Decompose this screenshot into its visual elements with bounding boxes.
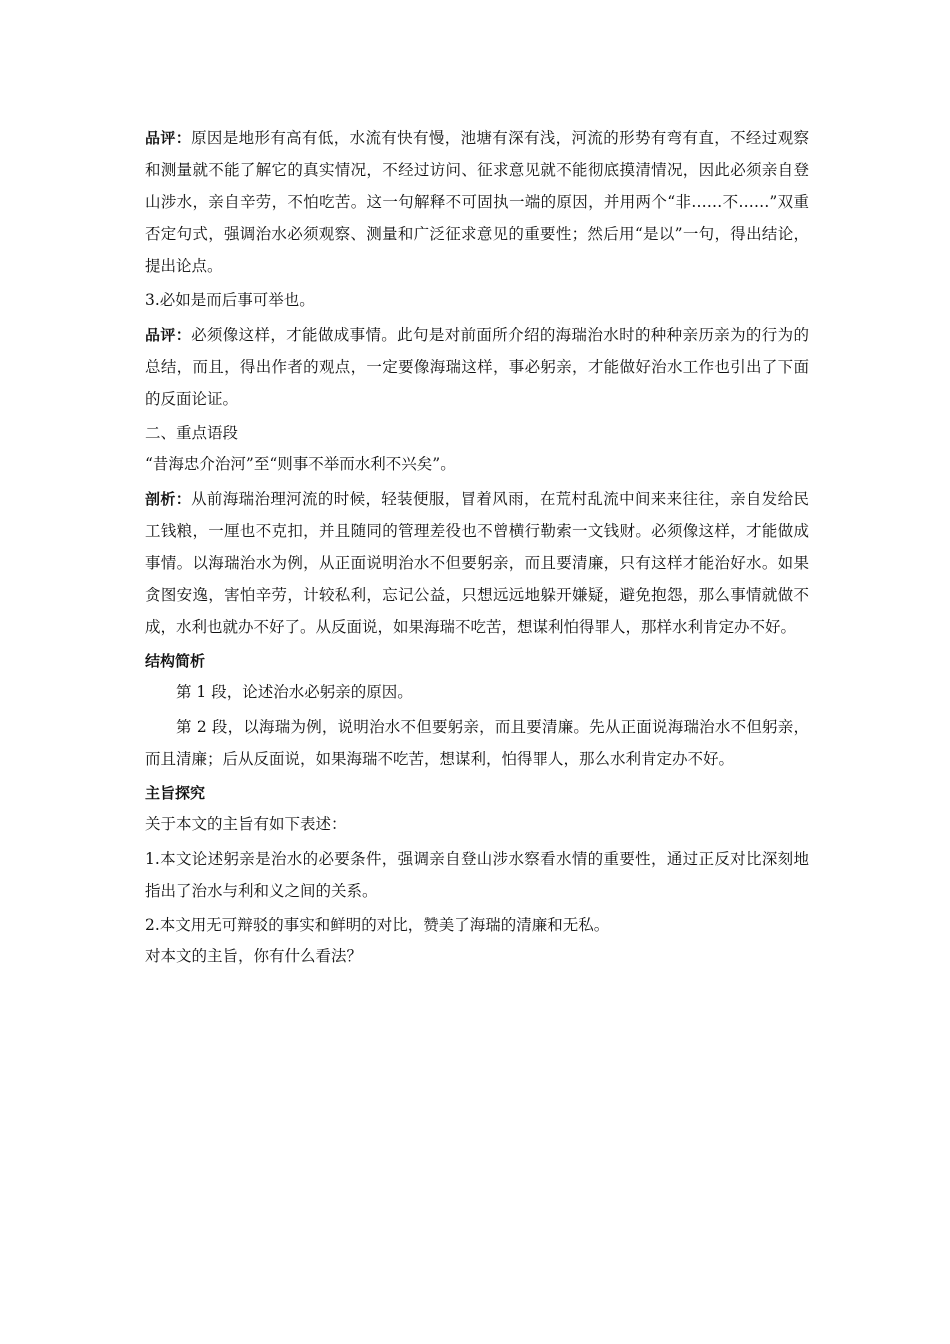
quote-range: “昔海忠介治河”至“则事不举而水利不兴矣”。 <box>145 455 456 473</box>
analysis-text: 从前海瑞治理河流的时候，轻装便服，冒着风雨，在荒村乱流中间来来往往，亲自发给民工钱粮，一厘也不克扣，并且随同的管理差役也不曾横行勒索一文钱财。必须像这样，才能做成事情。以海瑞治水为例，从正面说明治水不但要躬亲，而且要清廉，只有这样才能治好水。如果贪图安逸，害怕辛劳，计较私利，忘记公益，只想远远地躲开嫌疑，避免抱怨，那么事情就做不成，水利也就办不好了。从反面说，如果海瑞不吃苦，想谋利怕得罪人，那样水利肯定办不好。 <box>145 490 809 636</box>
analysis-paragraph <box>145 483 809 643</box>
structure-paragraph-1: 第 1 段，论述治水必躬亲的原因。 <box>176 683 413 701</box>
pinping-paragraph-1 <box>145 122 809 282</box>
theme-item-2: 2.本文用无可辩驳的事实和鲜明的对比，赞美了海瑞的清廉和无私。 <box>145 916 610 934</box>
structure-paragraph-2: 第 2 段，以海瑞为例，说明治水不但要躬亲，而且要清廉。先从正面说海瑞治水不但躬亲，而且清廉；后从反面说，如果海瑞不吃苦，想谋利，怕得罪人，那么水利肯定办不好。 <box>145 718 809 768</box>
theme-heading: 主旨探究 <box>145 784 206 802</box>
theme-intro: 关于本文的主旨有如下表述： <box>145 815 347 833</box>
pinping-text: 原因是地形有高有低，水流有快有慢，池塘有深有浅，河流的形势有弯有直，不经过观察和测量就不能了解它的真实情况，不经过访问、征求意见就不能彻底摸清情况，因此必须亲自登山涉水，亲自辛劳，不怕吃苦。这一句解释不可固执一端的原因，并用两个“非……不……”双重否定句式，强调治水必须观察、测量和广泛征求意见的重要性；然后用“是以”一句，得出结论，提出论点。 <box>145 129 809 275</box>
item-3: 3.必如是而后事可举也。 <box>145 291 315 309</box>
analysis-label: 剖析： <box>145 490 192 508</box>
theme-item-1: 1.本文论述躬亲是治水的必要条件，强调亲自登山涉水察看水情的重要性，通过正反对比深刻地指出了治水与利和义之间的关系。 <box>145 850 809 900</box>
structure-heading: 结构简析 <box>145 652 206 670</box>
pinping-label: 品评： <box>145 129 192 147</box>
section-heading-key-passage: 二、重点语段 <box>145 424 239 442</box>
theme-question: 对本文的主旨，你有什么看法？ <box>145 947 363 965</box>
pinping-paragraph-2 <box>145 319 809 415</box>
pinping-text: 必须像这样，才能做成事情。此句是对前面所介绍的海瑞治水时的种种亲历亲为的行为的总结，而且，得出作者的观点，一定要像海瑞这样，事必躬亲，才能做好治水工作也引出了下面的反面论证。 <box>145 326 809 408</box>
pinping-label: 品评： <box>145 326 192 344</box>
document-content <box>145 122 809 975</box>
